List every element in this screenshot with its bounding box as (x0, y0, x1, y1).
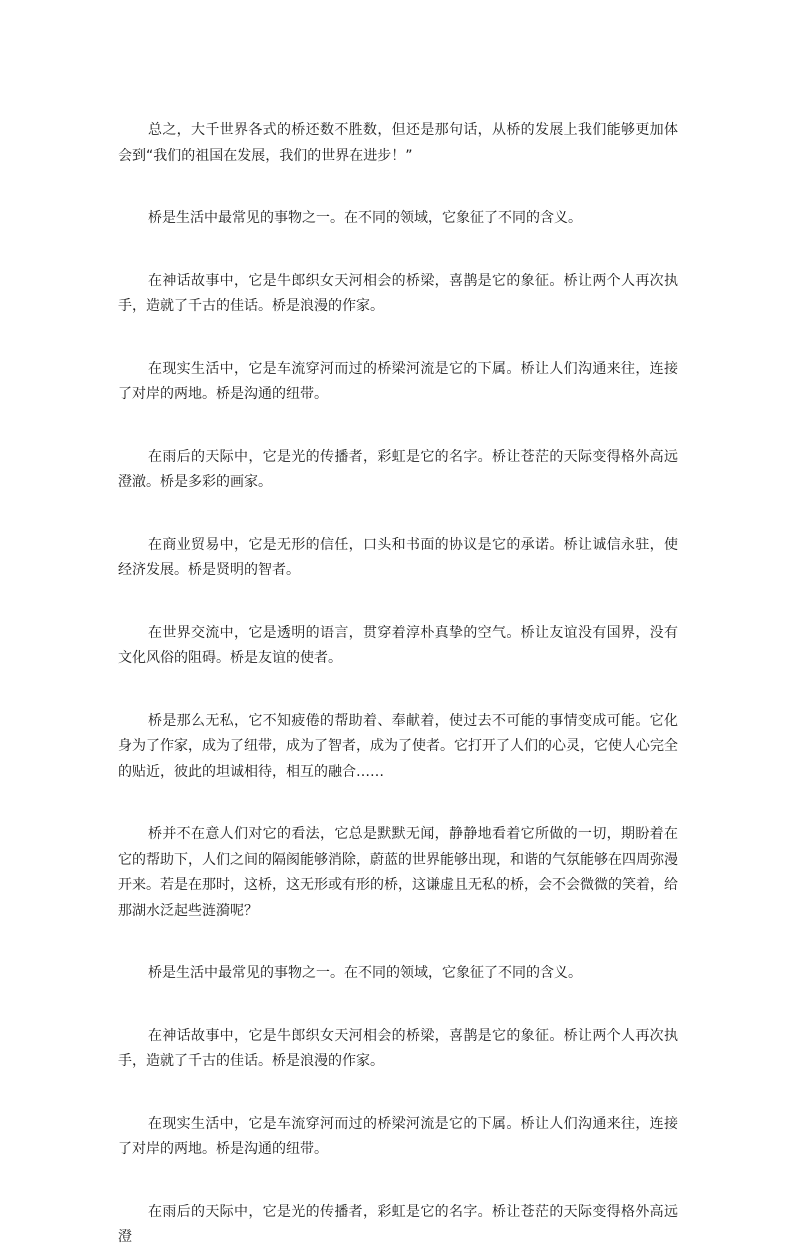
paragraph: 桥是那么无私，它不知疲倦的帮助着、奉献着，使过去不可能的事情变成可能。它化身为了作家，成为了纽带，成为了智者，成为了使者。它打开了人们的心灵，它使人心完全的贴近，彼此的坦诚相待，相互的融合…… (118, 712, 678, 780)
paragraph: 在神话故事中，它是牛郎织女天河相会的桥梁，喜鹊是它的象征。桥让两个人再次执手，造就了千古的佳话。桥是浪漫的作家。 (118, 1027, 678, 1069)
document-body (118, 118, 678, 1245)
paragraph: 在现实生活中，它是车流穿河而过的桥梁河流是它的下属。桥让人们沟通来往，连接了对岸的两地。桥是沟通的纽带。 (118, 360, 678, 402)
paragraph: 在雨后的天际中，它是光的传播者，彩虹是它的名字。桥让苍茫的天际变得格外高远澄澈。桥是多彩的画家。 (118, 448, 678, 490)
paragraph: 在世界交流中，它是透明的语言，贯穿着淳朴真挚的空气。桥让友谊没有国界，没有文化风俗的阻碍。桥是友谊的使者。 (118, 624, 678, 666)
paragraph: 在神话故事中，它是牛郎织女天河相会的桥梁，喜鹊是它的象征。桥让两个人再次执手，造就了千古的佳话。桥是浪漫的作家。 (118, 272, 678, 314)
paragraph: 桥是生活中最常见的事物之一。在不同的领域，它象征了不同的含义。 (148, 210, 582, 226)
paragraph: 在商业贸易中，它是无形的信任，口头和书面的协议是它的承诺。桥让诚信永驻，使经济发展。桥是贤明的智者。 (118, 536, 678, 578)
paragraph: 桥并不在意人们对它的看法，它总是默默无闻，静静地看着它所做的一切，期盼着在它的帮助下，人们之间的隔阂能够消除，蔚蓝的世界能够出现，和谐的气氛能够在四周弥漫开来。若是在那时，这桥，这无形或有形的桥，这谦虚且无私的桥，会不会微微的笑着，给那湖水泛起些涟漪呢？ (118, 826, 678, 919)
paragraph: 总之，大千世界各式的桥还数不胜数，但还是那句话，从桥的发展上我们能够更加体会到“我们的祖国在发展，我们的世界在进步！” (118, 122, 678, 164)
paragraph: 桥是生活中最常见的事物之一。在不同的领域，它象征了不同的含义。 (148, 965, 582, 981)
paragraph: 在现实生活中，它是车流穿河而过的桥梁河流是它的下属。桥让人们沟通来往，连接了对岸的两地。桥是沟通的纽带。 (118, 1115, 678, 1157)
paragraph: 在雨后的天际中，它是光的传播者，彩虹是它的名字。桥让苍茫的天际变得格外高远澄 (118, 1203, 678, 1245)
